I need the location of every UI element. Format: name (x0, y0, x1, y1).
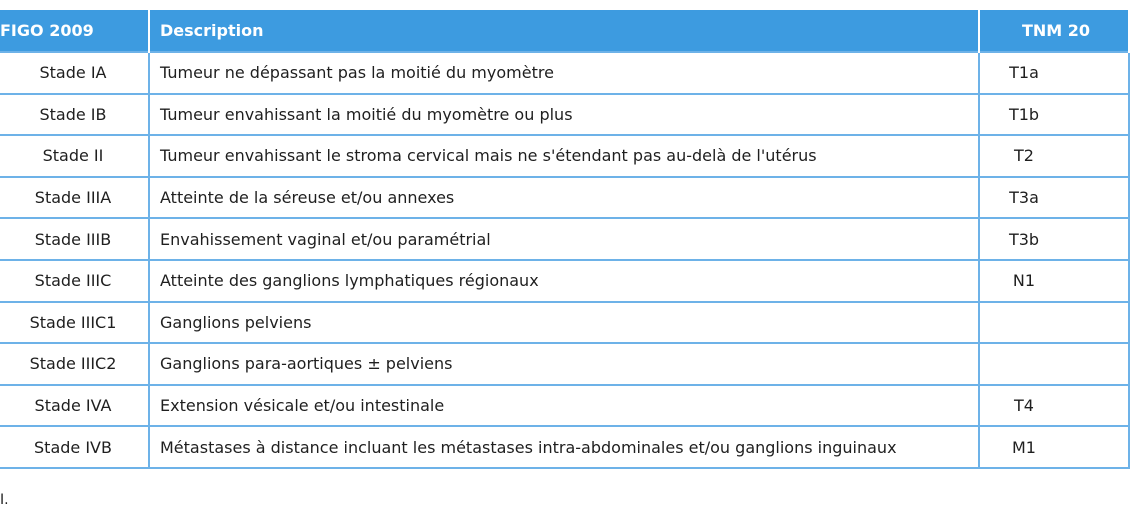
tnm-cell: T2 (979, 135, 1129, 177)
stage-cell: Stade IB (0, 94, 149, 136)
header-figo: FIGO 2009 (0, 10, 149, 52)
tnm-cell: T1a (979, 52, 1129, 94)
footnote-fragment: I. (0, 492, 9, 508)
tnm-cell: N1 (979, 260, 1129, 302)
tnm-cell: T3a (979, 177, 1129, 219)
stage-cell: Stade IIIC1 (0, 302, 149, 344)
header-tnm: TNM 20 (979, 10, 1129, 52)
stage-cell: Stade IVB (0, 426, 149, 468)
tnm-cell: T3b (979, 218, 1129, 260)
description-cell: Métastases à distance incluant les métastases intra-abdominales et/ou ganglions inguinaux (149, 426, 979, 468)
table-row (0, 385, 1129, 427)
tnm-cell: T1b (979, 94, 1129, 136)
tnm-cell (979, 302, 1129, 344)
table-row (0, 302, 1129, 344)
description-cell: Tumeur envahissant le stroma cervical mais ne s'étendant pas au-delà de l'utérus (149, 135, 979, 177)
table-row (0, 94, 1129, 136)
stage-cell: Stade IVA (0, 385, 149, 427)
table-row (0, 218, 1129, 260)
tnm-cell: M1 (979, 426, 1129, 468)
stage-cell: Stade IIIC (0, 260, 149, 302)
stage-cell: Stade II (0, 135, 149, 177)
staging-table-container (0, 10, 1128, 469)
table-row (0, 177, 1129, 219)
table-header-row (0, 10, 1129, 52)
stage-cell: Stade IIIC2 (0, 343, 149, 385)
description-cell: Extension vésicale et/ou intestinale (149, 385, 979, 427)
description-cell: Ganglions pelviens (149, 302, 979, 344)
tnm-cell (979, 343, 1129, 385)
description-cell: Ganglions para-aortiques ± pelviens (149, 343, 979, 385)
description-cell: Tumeur ne dépassant pas la moitié du myomètre (149, 52, 979, 94)
table-row (0, 135, 1129, 177)
description-cell: Tumeur envahissant la moitié du myomètre ou plus (149, 94, 979, 136)
header-description: Description (149, 10, 979, 52)
tnm-cell: T4 (979, 385, 1129, 427)
description-cell: Envahissement vaginal et/ou paramétrial (149, 218, 979, 260)
description-cell: Atteinte des ganglions lymphatiques régionaux (149, 260, 979, 302)
description-cell: Atteinte de la séreuse et/ou annexes (149, 177, 979, 219)
table-row (0, 343, 1129, 385)
table-row (0, 52, 1129, 94)
staging-table (0, 10, 1130, 469)
table-row (0, 260, 1129, 302)
stage-cell: Stade IIIA (0, 177, 149, 219)
stage-cell: Stade IIIB (0, 218, 149, 260)
table-row (0, 426, 1129, 468)
stage-cell: Stade IA (0, 52, 149, 94)
